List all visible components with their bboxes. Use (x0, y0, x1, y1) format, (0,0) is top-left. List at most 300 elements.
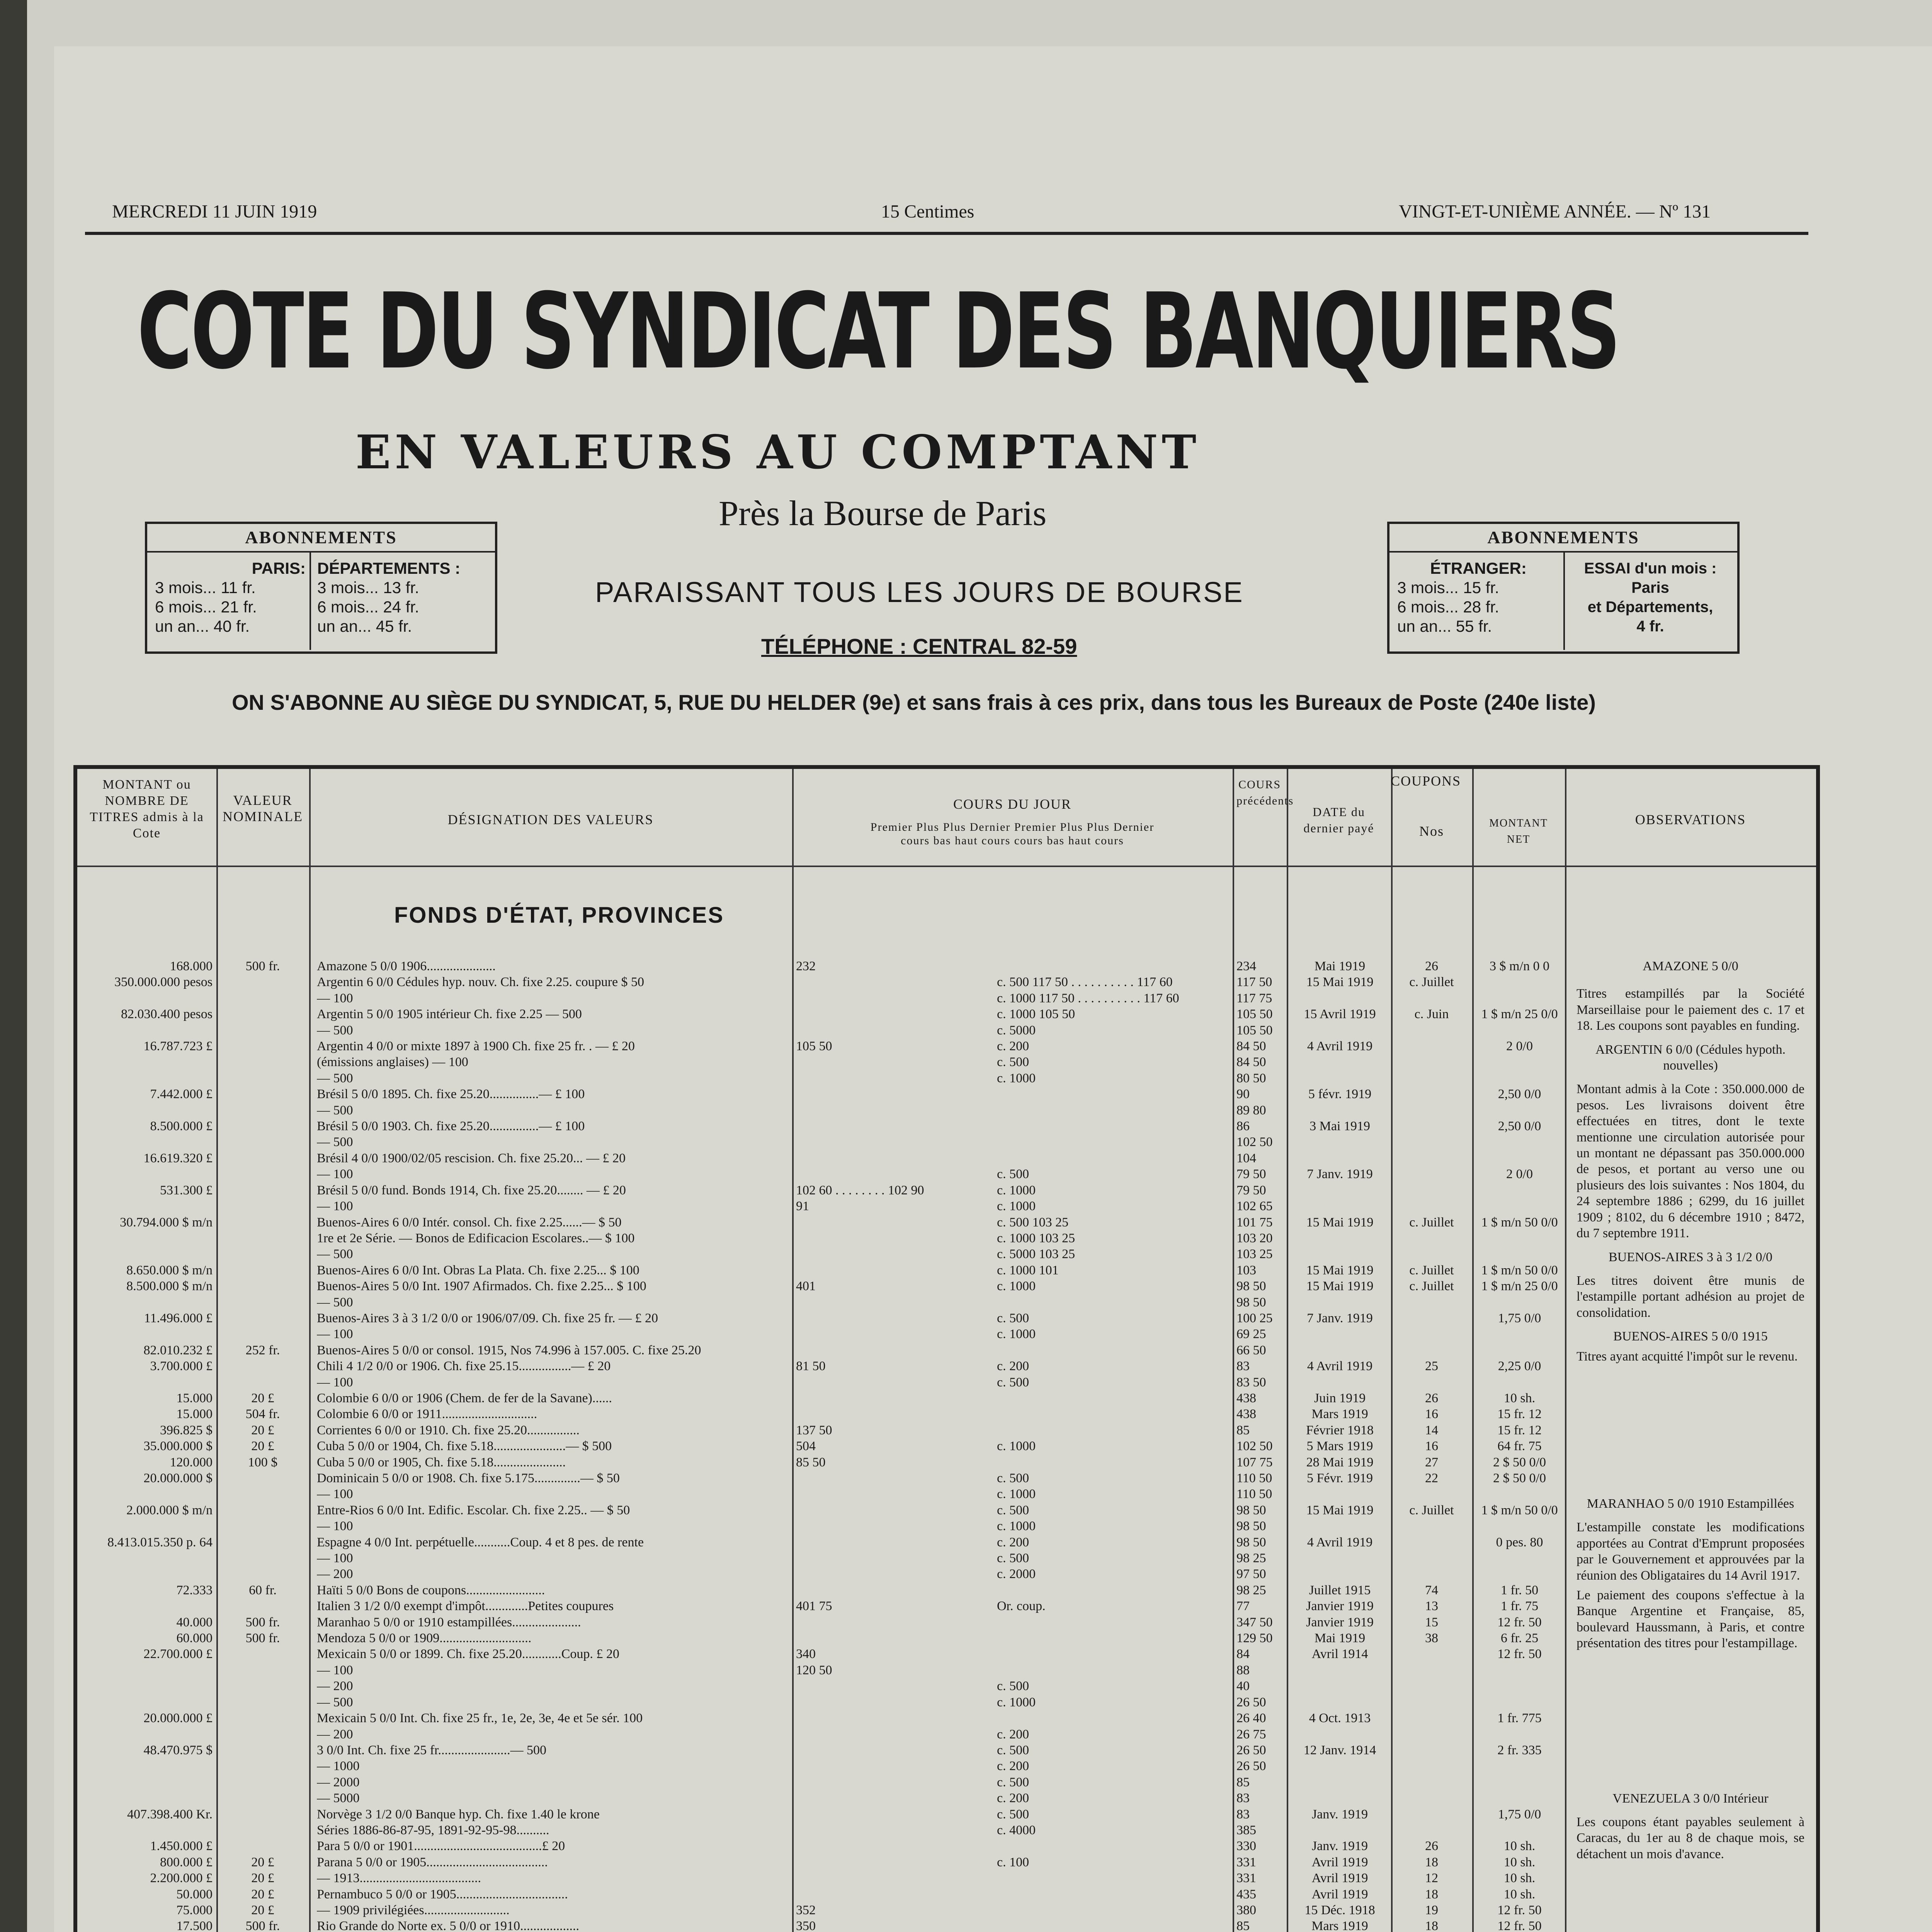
date-cell: 15 Mai 1919 (1306, 1215, 1374, 1230)
valeur-cell: 20 £ (251, 1423, 274, 1437)
net-cell: 1 $ m/n 50 0/0 (1481, 1263, 1558, 1277)
designation-cell: 1re et 2e Série. — Bonos de Edificacion Escolares..— $ 100 (317, 1231, 635, 1245)
cours-cell: c. 1000 101 (997, 1263, 1059, 1277)
date-cell: Mai 1919 (1314, 959, 1366, 973)
net-cell (1476, 1150, 1563, 1166)
cours-cell (796, 1486, 997, 1502)
designation-cell: Argentin 5 0/0 1905 intérieur Ch. fixe 2.25 — 500 (317, 1007, 582, 1022)
date-cell: 4 Avril 1919 (1307, 1535, 1373, 1549)
numero-cell (1395, 1694, 1468, 1710)
net-cell: 15 fr. 12 (1497, 1407, 1542, 1422)
precedent-cell: 103 (1236, 1263, 1256, 1277)
montant-cell (81, 1566, 213, 1582)
designation-cell: Rio Grande do Norte ex. 5 0/0 or 1910.................. (317, 1919, 579, 1932)
cours-cell (796, 1742, 997, 1758)
cours-cell: 232 (796, 959, 816, 973)
net-cell: 1 fr. 50 (1500, 1583, 1539, 1597)
net-cell (1476, 1230, 1563, 1246)
designation-cell: — 500 (317, 1023, 353, 1037)
cours-cell (796, 1758, 997, 1774)
designation-cell: — 500 (317, 1695, 353, 1709)
valeur-cell (220, 1102, 305, 1118)
precedent-cell: 117 75 (1236, 991, 1272, 1005)
net-cell: 2,50 0/0 (1498, 1119, 1541, 1134)
cours-cell: 91 (796, 1199, 809, 1214)
cours-cell (796, 1710, 997, 1726)
masthead-frequency: PARAISSANT TOUS LES JOURS DE BOURSE (595, 576, 1244, 608)
date-cell (1291, 1182, 1389, 1198)
numero-cell: 18 (1425, 1855, 1438, 1869)
montant-cell (81, 1294, 213, 1310)
date-cell (1291, 1662, 1389, 1678)
date-cell (1291, 1518, 1389, 1534)
cours-cell: c. 4000 (997, 1823, 1036, 1837)
numero-cell (1395, 1646, 1468, 1662)
cours-cell (796, 1310, 997, 1326)
net-cell (1476, 1054, 1563, 1070)
designation-column-etat (317, 958, 788, 1932)
cours-cell: c. 1000 (997, 1695, 1036, 1709)
masthead-title: COTE DU SYNDICAT DES BANQUIERS (137, 270, 1619, 392)
cours-cell: 504 (796, 1439, 816, 1454)
cours-cell (796, 1390, 997, 1406)
valeur-cell (220, 1566, 305, 1582)
cours-cell (796, 1118, 997, 1134)
valeur-cell (220, 1182, 305, 1198)
montant-cell (81, 990, 213, 1006)
cours-cell: 102 60 . . . . . . . . 102 90 (796, 1183, 924, 1197)
designation-cell: — 200 (317, 1567, 353, 1582)
cours-cell (997, 1582, 1229, 1598)
numero-cell (1395, 1742, 1468, 1758)
numero-cell: 74 (1425, 1583, 1438, 1597)
numero-cell (1395, 1342, 1468, 1358)
numero-cell (1395, 1550, 1468, 1566)
cours-cell: 105 50 (796, 1039, 832, 1054)
montant-cell (81, 1822, 213, 1838)
montant-cell (81, 1726, 213, 1742)
header-designation: DÉSIGNATION DES VALEURS (447, 812, 654, 827)
montant-cell (81, 1486, 213, 1502)
net-cell (1476, 1790, 1563, 1806)
montant-cell: 7.442.000 £ (150, 1087, 213, 1102)
net-cell (1476, 1486, 1563, 1502)
cours-cell: c. 500 103 25 (997, 1215, 1069, 1230)
cours-cell: c. 500 (997, 1375, 1029, 1389)
cours-cell (796, 1630, 997, 1646)
valeur-cell (220, 1598, 305, 1614)
numero-cell: 12 (1425, 1871, 1438, 1886)
date-cell (1291, 1774, 1389, 1790)
designation-cell: Chili 4 1/2 0/0 or 1906. Ch. fixe 25.15................— £ 20 (317, 1359, 611, 1374)
date-cell (1291, 1486, 1389, 1502)
net-cell: 2 0/0 (1506, 1039, 1533, 1054)
montant-cell: 82.010.232 £ (143, 1343, 213, 1357)
designation-cell: Colombie 6 0/0 or 1911............................. (317, 1407, 537, 1422)
date-cell (1291, 1022, 1389, 1038)
valeur-cell (220, 1166, 305, 1182)
numero-cell (1395, 1198, 1468, 1214)
cours-cell: 81 50 (796, 1359, 826, 1374)
cours-cell (796, 1854, 997, 1870)
header-rule (85, 232, 1808, 235)
valeur-cell (220, 1534, 305, 1550)
designation-cell: — 100 (317, 1199, 353, 1214)
montant-cell (81, 1694, 213, 1710)
cours-cell (796, 1790, 997, 1806)
date-cell (1291, 1326, 1389, 1342)
issue-number: VINGT-ET-UNIÈME ANNÉE. — Nº 131 (1399, 201, 1711, 222)
valeur-cell (220, 1006, 305, 1022)
date-cell: Avril 1919 (1311, 1871, 1368, 1886)
date-cell: 15 Mai 1919 (1306, 1503, 1374, 1517)
valeur-cell (220, 1294, 305, 1310)
designation-cell: — 200 (317, 1679, 353, 1694)
montant-cell (81, 1326, 213, 1342)
date-cell: Avril 1919 (1311, 1855, 1368, 1869)
cours-cell (796, 1006, 997, 1022)
cours-cell (796, 1246, 997, 1262)
date-cell (1291, 1790, 1389, 1806)
designation-cell: Brésil 5 0/0 1903. Ch. fixe 25.20...............— £ 100 (317, 1119, 585, 1134)
cours-cell: c. 200 (997, 1759, 1029, 1774)
net-cell (1476, 990, 1563, 1006)
obs-text: Titres estampillés par la Société Marseillaise pour le paiement des c. 17 et 18. Les coupons sont payables en funding. (1577, 986, 1804, 1033)
header-numero: Nos (1419, 823, 1444, 839)
essai-line: et Départements, (1587, 599, 1713, 616)
cours-cell (997, 1614, 1229, 1630)
cours-cell (997, 1454, 1229, 1470)
precedent-cell: 438 (1236, 1407, 1256, 1422)
cours-cell (997, 1870, 1229, 1886)
header-valeur: VALEUR NOMINALE (223, 793, 303, 824)
designation-cell: Mendoza 5 0/0 or 1909............................ (317, 1631, 532, 1646)
designation-cell: Mexicain 5 0/0 Int. Ch. fixe 25 fr., 1e, 2e, 3e, 4e et 5e sér. 100 (317, 1711, 643, 1726)
designation-cell: Buenos-Aires 6 0/0 Int. Obras La Plata. Ch. fixe 2.25... $ 100 (317, 1263, 639, 1277)
precedent-cell: 102 65 (1236, 1199, 1273, 1214)
numero-cell (1395, 1678, 1468, 1694)
montant-cell: 531.300 £ (160, 1183, 213, 1197)
telephone: TÉLÉPHONE : CENTRAL 82-59 (761, 634, 1077, 658)
montant-cell: 8.413.015.350 p. 64 (107, 1535, 213, 1549)
numero-cell: 18 (1425, 1887, 1438, 1901)
montant-cell: 40.000 (176, 1615, 213, 1629)
numero-cell (1395, 1182, 1468, 1198)
cours-cell: c. 200 (997, 1727, 1029, 1742)
precedent-cell: 84 50 (1236, 1039, 1266, 1054)
date-cell: 15 Avril 1919 (1304, 1007, 1376, 1022)
precedent-cell: 98 25 (1236, 1551, 1266, 1566)
montant-cell: 396.825 $ (160, 1423, 213, 1437)
cours-cell: c. 500 (997, 1551, 1029, 1566)
montant-cell (81, 1758, 213, 1774)
masthead-location: Près la Bourse de Paris (719, 493, 1047, 533)
precedent-cell: 98 50 (1236, 1535, 1266, 1549)
subscription-title: ABONNEMENTS (1487, 527, 1639, 547)
cours-cell: c. 500 (997, 1311, 1029, 1325)
obs-text: L'estampille constate les modifications apportées au Contrat d'Emprunt proposées par le Gouvernement et approuvées par la réunion des Obligataires du 14 Avril 1917. (1577, 1520, 1804, 1583)
subscription-title: ABONNEMENTS (245, 527, 397, 547)
montant-cell: 3.700.000 £ (150, 1359, 213, 1374)
cours-cell (997, 1118, 1229, 1134)
cours-cell (796, 1374, 997, 1390)
essai-line: Paris (1631, 579, 1669, 596)
net-cell: 1,75 0/0 (1498, 1807, 1541, 1821)
cours-cell (997, 1342, 1229, 1358)
issue-date: MERCREDI 11 JUIN 1919 (112, 201, 317, 222)
numero-cell: 19 (1425, 1903, 1438, 1917)
date-cell: Mars 1919 (1311, 1407, 1368, 1422)
montant-cell: 48.470.975 $ (143, 1743, 213, 1757)
precedent-cell: 98 25 (1236, 1583, 1266, 1597)
numero-cell (1395, 1310, 1468, 1326)
cours-cell (796, 1726, 997, 1742)
designation-cell: Cuba 5 0/0 or 1905, Ch. fixe 5.18...................... (317, 1455, 566, 1469)
cours-cell: c. 1000 117 50 . . . . . . . . . . 117 60 (997, 991, 1179, 1005)
designation-cell: Brésil 5 0/0 1895. Ch. fixe 25.20...............— £ 100 (317, 1087, 585, 1102)
cours-cell: c. 1000 (997, 1183, 1036, 1197)
cours-cell: c. 1000 103 25 (997, 1231, 1075, 1245)
montant-cell: 82.030.400 pesos (121, 1007, 213, 1022)
designation-cell: — 500 (317, 1135, 353, 1150)
valeur-cell (220, 1086, 305, 1102)
valeur-cell: 500 fr. (245, 1615, 280, 1629)
designation-cell: (émissions anglaises) — 100 (317, 1055, 468, 1070)
numero-cell (1395, 1486, 1468, 1502)
numero-cell: c. Juillet (1409, 1263, 1454, 1277)
obs-heading: VENEZUELA 3 0/0 Intérieur (1612, 1791, 1769, 1806)
net-cell: 10 sh. (1503, 1871, 1536, 1886)
montant-cell: 15.000 (176, 1391, 213, 1405)
precedent-cell: 331 (1236, 1871, 1256, 1886)
precedent-cell: 26 50 (1236, 1743, 1266, 1757)
montant-cell: 30.794.000 $ m/n (120, 1215, 213, 1230)
quotation-table (73, 765, 1820, 1932)
designation-cell: Dominicain 5 0/0 or 1908. Ch. fixe 5.175..............— $ 50 (317, 1471, 620, 1485)
precedent-cell: 105 50 (1236, 1007, 1273, 1022)
precedent-column-etat (1236, 958, 1285, 1932)
precedent-cell: 385 (1236, 1823, 1256, 1837)
designation-cell: Argentin 6 0/0 Cédules hyp. nouv. Ch. fixe 2.25. coupure $ 50 (317, 975, 645, 990)
montant-cell: 11.496.000 £ (144, 1311, 213, 1325)
designation-cell: Corrientes 6 0/0 or 1910. Ch. fixe 25.20................ (317, 1423, 580, 1437)
obs-heading: MARANHAO 5 0/0 1910 Estampillées (1587, 1496, 1794, 1511)
issue-price: 15 Centimes (881, 201, 975, 222)
cours-cell: 85 50 (796, 1455, 826, 1469)
date-cell (1291, 1694, 1389, 1710)
date-cell: 4 Avril 1919 (1307, 1359, 1373, 1374)
montant-cell: 20.000.000 £ (143, 1711, 213, 1726)
cours-cell (997, 1630, 1229, 1646)
numero-cell (1395, 1294, 1468, 1310)
date-cell (1291, 1342, 1389, 1358)
paris-price: 3 mois... 11 fr. (155, 578, 256, 597)
precedent-cell: 66 50 (1236, 1343, 1266, 1357)
numero-cell (1395, 1134, 1468, 1150)
numero-cell (1395, 1822, 1468, 1838)
numero-cell (1395, 1662, 1468, 1678)
date-cell: Janv. 1919 (1311, 1807, 1368, 1821)
valeur-cell: 20 £ (251, 1391, 274, 1405)
precedent-cell: 98 50 (1236, 1279, 1266, 1294)
obs-heading: BUENOS-AIRES 3 à 3 1/2 0/0 (1608, 1250, 1773, 1264)
cours-cell: c. 500 117 50 . . . . . . . . . . 117 60 (997, 975, 1173, 990)
net-cell (1476, 1070, 1563, 1086)
precedent-cell: 40 (1236, 1679, 1250, 1694)
precedent-cell: 69 25 (1236, 1327, 1266, 1342)
cours-cell: c. 100 (997, 1855, 1029, 1869)
observations-etat (1577, 958, 1804, 1862)
precedent-cell: 83 50 (1236, 1375, 1266, 1389)
precedent-cell: 90 (1236, 1087, 1250, 1102)
designation-cell: — 5000 (317, 1791, 360, 1806)
numero-cell (1395, 1038, 1468, 1054)
designation-cell: Séries 1886-86-87-95, 1891-92-95-98.......... (317, 1823, 549, 1837)
designation-cell: Argentin 4 0/0 or mixte 1897 à 1900 Ch. fixe 25 fr. . — £ 20 (317, 1039, 635, 1054)
cours-cell (796, 1214, 997, 1230)
numero-cell: 13 (1425, 1599, 1438, 1614)
precedent-cell: 98 50 (1236, 1503, 1266, 1517)
cours-cell: c. 1000 (997, 1199, 1036, 1214)
cours-cell (796, 1262, 997, 1278)
obs-text: Titres ayant acquitté l'impôt sur le revenu. (1577, 1349, 1798, 1364)
montant-cell: 72.333 (176, 1583, 213, 1597)
date-cell (1291, 1294, 1389, 1310)
montant-cell (81, 1198, 213, 1214)
cours-cell: c. 5000 103 25 (997, 1247, 1075, 1262)
net-cell (1476, 1182, 1563, 1198)
valeur-cell (220, 1310, 305, 1326)
montant-cell (81, 1518, 213, 1534)
valeur-cell (220, 1374, 305, 1390)
cours-cell: c. 500 (997, 1679, 1029, 1694)
designation-cell: Buenos-Aires 5 0/0 or consol. 1915, Nos 74.996 à 157.005. C. fixe 25.20 (317, 1343, 701, 1357)
net-cell: 2 $ 50 0/0 (1493, 1455, 1546, 1469)
numero-cell (1395, 1230, 1468, 1246)
net-cell: 0 pes. 80 (1496, 1535, 1543, 1549)
date-cell (1291, 1726, 1389, 1742)
cours-cell: 120 50 (796, 1663, 832, 1677)
date-cell: 15 Déc. 1918 (1304, 1903, 1375, 1917)
designation-cell: Norvège 3 1/2 0/0 Banque hyp. Ch. fixe 1.40 le krone (317, 1807, 600, 1821)
valeur-cell (220, 1022, 305, 1038)
designation-cell: Buenos-Aires 3 à 3 1/2 0/0 or 1906/07/09. Ch. fixe 25 fr. — £ 20 (317, 1311, 658, 1325)
precedent-cell: 98 50 (1236, 1295, 1266, 1310)
precedent-cell: 103 20 (1236, 1231, 1273, 1245)
valeur-cell (220, 1838, 305, 1854)
designation-cell: Para 5 0/0 or 1901.......................................£ 20 (317, 1839, 565, 1854)
cours-cell (796, 1342, 997, 1358)
net-cell: 2,50 0/0 (1498, 1087, 1541, 1102)
cours-cell (997, 1838, 1229, 1854)
montant-column-etat (81, 958, 213, 1932)
net-cell: 2 $ 50 0/0 (1493, 1471, 1546, 1485)
designation-cell: Colombie 6 0/0 or 1906 (Chem. de fer de la Savane)...... (317, 1391, 612, 1405)
precedent-cell: 26 40 (1236, 1711, 1266, 1726)
net-cell (1476, 974, 1563, 990)
valeur-cell (220, 1742, 305, 1758)
montant-cell: 20.000.000 $ (143, 1471, 213, 1485)
etranger-label: ÉTRANGER: (1430, 559, 1527, 577)
date-cell (1291, 990, 1389, 1006)
cours-cell (997, 1102, 1229, 1118)
numero-cell (1395, 1118, 1468, 1134)
valeur-cell: 20 £ (251, 1871, 274, 1886)
precedent-cell: 85 (1236, 1775, 1250, 1789)
net-cell: 1 $ m/n 50 0/0 (1481, 1215, 1558, 1230)
valeur-cell (220, 1134, 305, 1150)
montant-cell: 120.000 (170, 1455, 213, 1469)
numero-cell (1395, 1710, 1468, 1726)
montant-cell: 8.500.000 $ m/n (126, 1279, 213, 1294)
date-cell: 12 Janv. 1914 (1303, 1743, 1376, 1757)
montant-cell (81, 1550, 213, 1566)
precedent-cell: 26 50 (1236, 1695, 1266, 1709)
numero-cell (1395, 1102, 1468, 1118)
valeur-cell (220, 1230, 305, 1246)
valeur-cell (220, 1790, 305, 1806)
montant-cell: 75.000 (176, 1903, 213, 1917)
valeur-cell (220, 1646, 305, 1662)
cours-cell: 137 50 (796, 1423, 832, 1437)
numero-cell: 16 (1425, 1407, 1438, 1422)
designation-cell: — 1000 (317, 1759, 360, 1774)
montant-cell (81, 1070, 213, 1086)
net-cell (1476, 1374, 1563, 1390)
designation-cell: Pernambuco 5 0/0 or 1905.................................. (317, 1887, 568, 1901)
cours-cell: c. 500 (997, 1471, 1029, 1485)
binding-spine (0, 0, 27, 1932)
montant-cell (81, 1102, 213, 1118)
net-cell: 1 fr. 75 (1500, 1599, 1539, 1614)
cours-cell (796, 1822, 997, 1838)
designation-cell: Espagne 4 0/0 Int. perpétuelle...........Coup. 4 et 8 pes. de rente (317, 1535, 644, 1549)
subscription-box-left (145, 522, 497, 654)
montant-cell (81, 1790, 213, 1806)
cours-cell: 401 75 (796, 1599, 832, 1614)
precedent-cell: 26 50 (1236, 1759, 1266, 1774)
designation-cell: — 1909 privilégiées.......................... (317, 1903, 510, 1917)
designation-cell: — 100 (317, 1487, 353, 1502)
date-cell: 4 Oct. 1913 (1309, 1711, 1371, 1726)
cours-cell (796, 1134, 997, 1150)
cours-cell: c. 1000 (997, 1487, 1036, 1502)
montant-cell: 22.700.000 £ (143, 1647, 213, 1662)
cours-cell (796, 1550, 997, 1566)
montant-cell (81, 1662, 213, 1678)
net-column-etat (1476, 958, 1563, 1932)
numero-cell: 26 (1425, 959, 1438, 973)
precedent-cell: 79 50 (1236, 1167, 1266, 1182)
cours-cell (796, 1326, 997, 1342)
numero-cell: 26 (1425, 1391, 1438, 1405)
net-cell (1476, 1726, 1563, 1742)
date-cell: Janv. 1919 (1311, 1839, 1368, 1854)
date-cell: Juillet 1915 (1309, 1583, 1371, 1597)
numero-cell: 22 (1425, 1471, 1438, 1485)
cours-cell (997, 1886, 1229, 1902)
montant-cell: 2.000.000 $ m/n (126, 1503, 213, 1517)
designation-cell: — 1913..................................... (317, 1871, 481, 1886)
date-cell: Avril 1914 (1311, 1647, 1368, 1662)
net-cell: 1 $ m/n 50 0/0 (1481, 1503, 1558, 1517)
date-cell: 3 Mai 1919 (1310, 1119, 1370, 1134)
net-cell: 12 fr. 50 (1497, 1647, 1542, 1662)
numero-cell: c. Juillet (1409, 1503, 1454, 1517)
valeur-cell (220, 1486, 305, 1502)
valeur-cell: 500 fr. (245, 959, 280, 973)
valeur-cell (220, 1262, 305, 1278)
